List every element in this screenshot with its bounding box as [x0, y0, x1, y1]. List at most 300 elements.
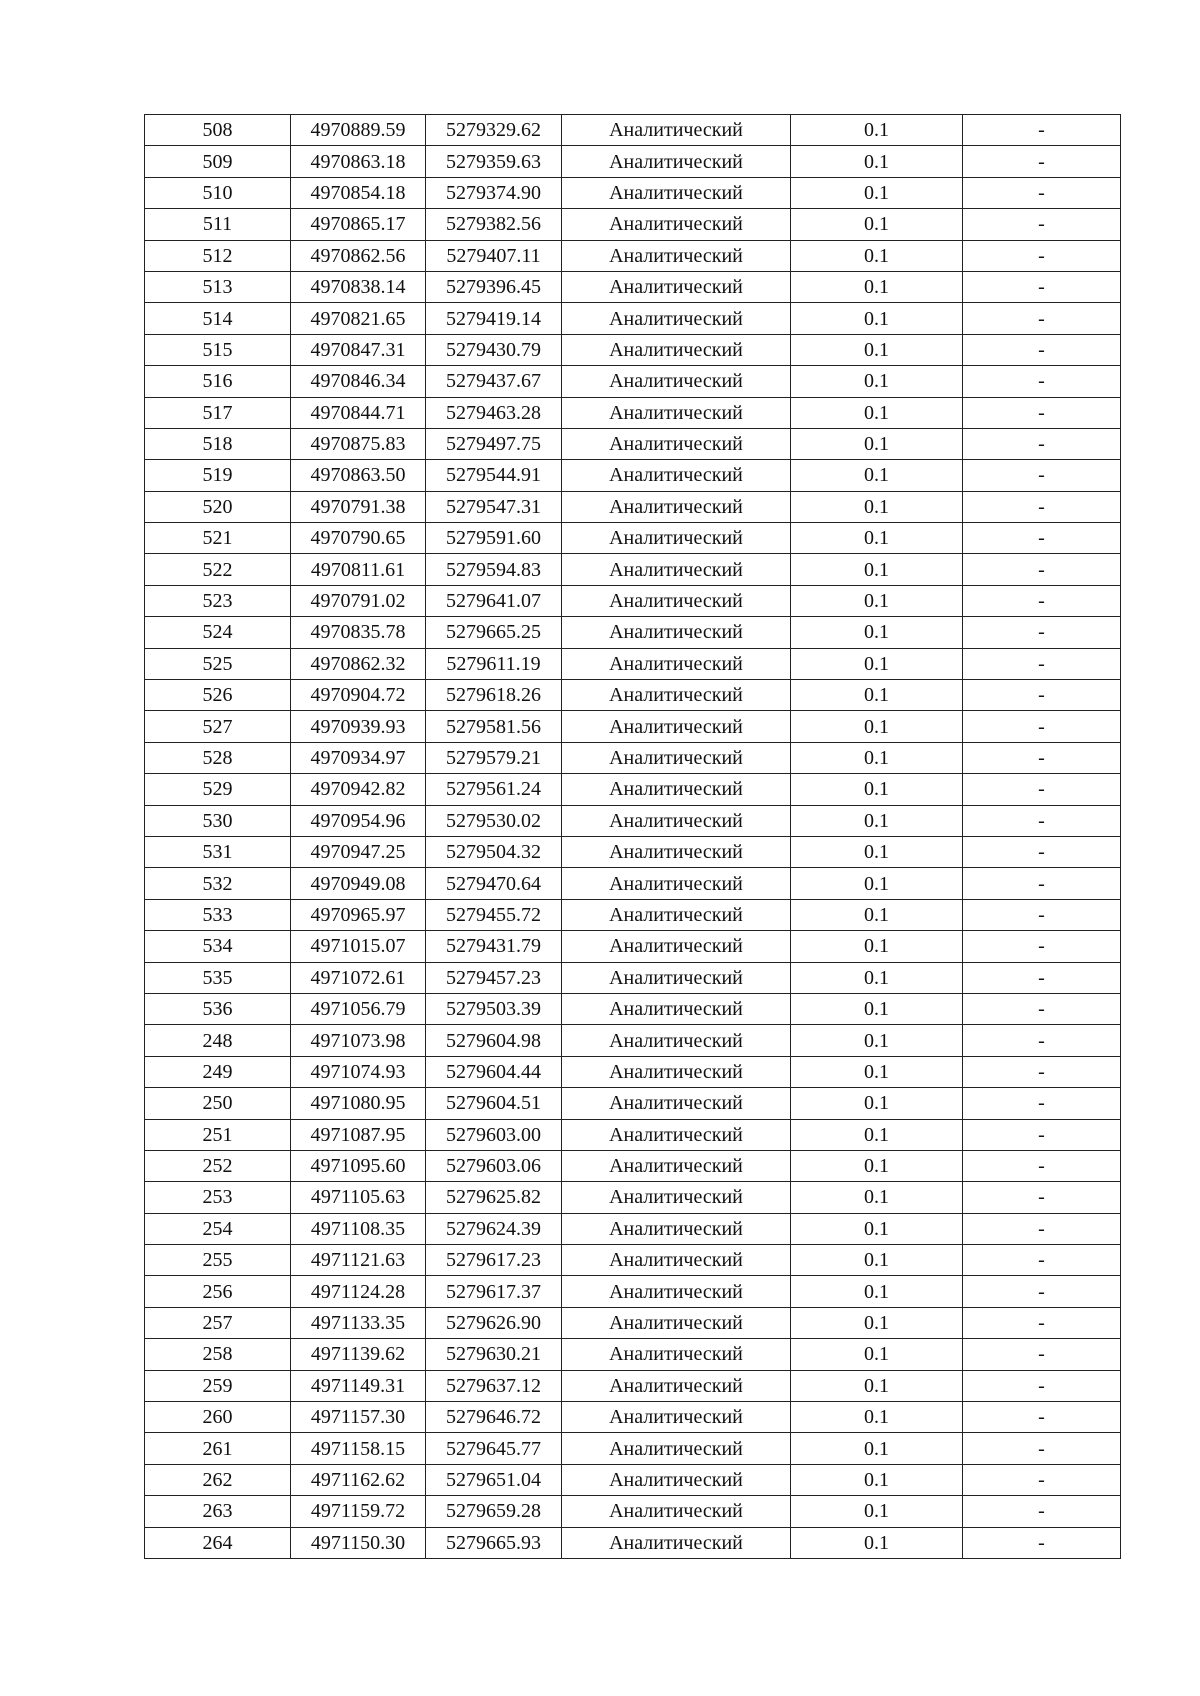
method-cell: Аналитический: [562, 1527, 791, 1558]
method-cell: Аналитический: [562, 1182, 791, 1213]
table-row: [145, 428, 1121, 459]
y-coordinate-cell: 5279624.39: [426, 1213, 562, 1244]
point-number-cell: 531: [145, 836, 291, 867]
note-cell: -: [963, 617, 1121, 648]
point-number-cell: 256: [145, 1276, 291, 1307]
note-cell: -: [963, 1276, 1121, 1307]
accuracy-cell: 0.1: [791, 742, 963, 773]
table-row: [145, 1307, 1121, 1338]
note-cell: -: [963, 774, 1121, 805]
point-number-cell: 533: [145, 899, 291, 930]
method-cell: Аналитический: [562, 805, 791, 836]
accuracy-cell: 0.1: [791, 491, 963, 522]
x-coordinate-cell: 4970862.32: [291, 648, 426, 679]
x-coordinate-cell: 4970904.72: [291, 680, 426, 711]
table-row: [145, 1402, 1121, 1433]
table-row: [145, 1025, 1121, 1056]
x-coordinate-cell: 4970954.96: [291, 805, 426, 836]
point-number-cell: 512: [145, 240, 291, 271]
table-row: [145, 617, 1121, 648]
method-cell: Аналитический: [562, 1119, 791, 1150]
point-number-cell: 536: [145, 993, 291, 1024]
x-coordinate-cell: 4970965.97: [291, 899, 426, 930]
y-coordinate-cell: 5279625.82: [426, 1182, 562, 1213]
table-row: [145, 1433, 1121, 1464]
y-coordinate-cell: 5279591.60: [426, 523, 562, 554]
note-cell: -: [963, 711, 1121, 742]
note-cell: -: [963, 428, 1121, 459]
point-number-cell: 255: [145, 1245, 291, 1276]
point-number-cell: 510: [145, 177, 291, 208]
y-coordinate-cell: 5279503.39: [426, 993, 562, 1024]
x-coordinate-cell: 4970942.82: [291, 774, 426, 805]
x-coordinate-cell: 4971056.79: [291, 993, 426, 1024]
x-coordinate-cell: 4970862.56: [291, 240, 426, 271]
x-coordinate-cell: 4971074.93: [291, 1056, 426, 1087]
accuracy-cell: 0.1: [791, 554, 963, 585]
table-row: [145, 491, 1121, 522]
x-coordinate-cell: 4970949.08: [291, 868, 426, 899]
table-row: [145, 585, 1121, 616]
method-cell: Аналитический: [562, 1307, 791, 1338]
method-cell: Аналитический: [562, 962, 791, 993]
note-cell: -: [963, 1464, 1121, 1495]
y-coordinate-cell: 5279419.14: [426, 303, 562, 334]
method-cell: Аналитический: [562, 617, 791, 648]
note-cell: -: [963, 1150, 1121, 1181]
note-cell: -: [963, 680, 1121, 711]
point-number-cell: 248: [145, 1025, 291, 1056]
x-coordinate-cell: 4971095.60: [291, 1150, 426, 1181]
accuracy-cell: 0.1: [791, 428, 963, 459]
x-coordinate-cell: 4970854.18: [291, 177, 426, 208]
accuracy-cell: 0.1: [791, 271, 963, 302]
y-coordinate-cell: 5279604.98: [426, 1025, 562, 1056]
point-number-cell: 522: [145, 554, 291, 585]
y-coordinate-cell: 5279581.56: [426, 711, 562, 742]
point-number-cell: 525: [145, 648, 291, 679]
method-cell: Аналитический: [562, 1339, 791, 1370]
y-coordinate-cell: 5279604.51: [426, 1088, 562, 1119]
table-row: [145, 742, 1121, 773]
x-coordinate-cell: 4971124.28: [291, 1276, 426, 1307]
x-coordinate-cell: 4970863.50: [291, 460, 426, 491]
point-number-cell: 517: [145, 397, 291, 428]
table-row: [145, 1370, 1121, 1401]
y-coordinate-cell: 5279637.12: [426, 1370, 562, 1401]
table-row: [145, 523, 1121, 554]
y-coordinate-cell: 5279463.28: [426, 397, 562, 428]
method-cell: Аналитический: [562, 366, 791, 397]
method-cell: Аналитический: [562, 993, 791, 1024]
accuracy-cell: 0.1: [791, 585, 963, 616]
x-coordinate-cell: 4971159.72: [291, 1496, 426, 1527]
method-cell: Аналитический: [562, 836, 791, 867]
note-cell: -: [963, 1370, 1121, 1401]
accuracy-cell: 0.1: [791, 1402, 963, 1433]
point-number-cell: 260: [145, 1402, 291, 1433]
accuracy-cell: 0.1: [791, 1245, 963, 1276]
table-row: [145, 334, 1121, 365]
method-cell: Аналитический: [562, 648, 791, 679]
x-coordinate-cell: 4971133.35: [291, 1307, 426, 1338]
note-cell: -: [963, 366, 1121, 397]
accuracy-cell: 0.1: [791, 146, 963, 177]
y-coordinate-cell: 5279651.04: [426, 1464, 562, 1495]
table-row: [145, 240, 1121, 271]
note-cell: -: [963, 805, 1121, 836]
accuracy-cell: 0.1: [791, 240, 963, 271]
point-number-cell: 516: [145, 366, 291, 397]
x-coordinate-cell: 4970791.02: [291, 585, 426, 616]
y-coordinate-cell: 5279329.62: [426, 115, 562, 146]
x-coordinate-cell: 4971108.35: [291, 1213, 426, 1244]
note-cell: -: [963, 271, 1121, 302]
point-number-cell: 530: [145, 805, 291, 836]
note-cell: -: [963, 1056, 1121, 1087]
method-cell: Аналитический: [562, 1433, 791, 1464]
method-cell: Аналитический: [562, 115, 791, 146]
note-cell: -: [963, 1025, 1121, 1056]
point-number-cell: 253: [145, 1182, 291, 1213]
point-number-cell: 251: [145, 1119, 291, 1150]
method-cell: Аналитический: [562, 868, 791, 899]
point-number-cell: 535: [145, 962, 291, 993]
x-coordinate-cell: 4971139.62: [291, 1339, 426, 1370]
y-coordinate-cell: 5279530.02: [426, 805, 562, 836]
method-cell: Аналитический: [562, 711, 791, 742]
note-cell: -: [963, 460, 1121, 491]
accuracy-cell: 0.1: [791, 1150, 963, 1181]
note-cell: -: [963, 177, 1121, 208]
note-cell: -: [963, 146, 1121, 177]
table-row: [145, 209, 1121, 240]
y-coordinate-cell: 5279617.37: [426, 1276, 562, 1307]
table-body: [145, 115, 1121, 1559]
method-cell: Аналитический: [562, 303, 791, 334]
x-coordinate-cell: 4971073.98: [291, 1025, 426, 1056]
accuracy-cell: 0.1: [791, 1370, 963, 1401]
y-coordinate-cell: 5279646.72: [426, 1402, 562, 1433]
y-coordinate-cell: 5279547.31: [426, 491, 562, 522]
point-number-cell: 521: [145, 523, 291, 554]
accuracy-cell: 0.1: [791, 115, 963, 146]
note-cell: -: [963, 1402, 1121, 1433]
note-cell: -: [963, 554, 1121, 585]
accuracy-cell: 0.1: [791, 648, 963, 679]
y-coordinate-cell: 5279470.64: [426, 868, 562, 899]
method-cell: Аналитический: [562, 334, 791, 365]
accuracy-cell: 0.1: [791, 1307, 963, 1338]
x-coordinate-cell: 4970811.61: [291, 554, 426, 585]
y-coordinate-cell: 5279603.00: [426, 1119, 562, 1150]
accuracy-cell: 0.1: [791, 1182, 963, 1213]
accuracy-cell: 0.1: [791, 177, 963, 208]
x-coordinate-cell: 4970791.38: [291, 491, 426, 522]
point-number-cell: 249: [145, 1056, 291, 1087]
table-row: [145, 1496, 1121, 1527]
accuracy-cell: 0.1: [791, 1433, 963, 1464]
note-cell: -: [963, 1088, 1121, 1119]
y-coordinate-cell: 5279594.83: [426, 554, 562, 585]
method-cell: Аналитический: [562, 1245, 791, 1276]
method-cell: Аналитический: [562, 742, 791, 773]
point-number-cell: 250: [145, 1088, 291, 1119]
method-cell: Аналитический: [562, 1088, 791, 1119]
x-coordinate-cell: 4971015.07: [291, 931, 426, 962]
x-coordinate-cell: 4971087.95: [291, 1119, 426, 1150]
note-cell: -: [963, 993, 1121, 1024]
accuracy-cell: 0.1: [791, 1276, 963, 1307]
accuracy-cell: 0.1: [791, 680, 963, 711]
method-cell: Аналитический: [562, 209, 791, 240]
y-coordinate-cell: 5279374.90: [426, 177, 562, 208]
table-row: [145, 1182, 1121, 1213]
y-coordinate-cell: 5279665.93: [426, 1527, 562, 1558]
accuracy-cell: 0.1: [791, 836, 963, 867]
note-cell: -: [963, 303, 1121, 334]
table-row: [145, 1276, 1121, 1307]
point-number-cell: 518: [145, 428, 291, 459]
method-cell: Аналитический: [562, 899, 791, 930]
y-coordinate-cell: 5279618.26: [426, 680, 562, 711]
table-row: [145, 303, 1121, 334]
accuracy-cell: 0.1: [791, 868, 963, 899]
x-coordinate-cell: 4971121.63: [291, 1245, 426, 1276]
point-number-cell: 526: [145, 680, 291, 711]
table-row: [145, 1119, 1121, 1150]
method-cell: Аналитический: [562, 1025, 791, 1056]
x-coordinate-cell: 4970875.83: [291, 428, 426, 459]
point-number-cell: 254: [145, 1213, 291, 1244]
point-number-cell: 264: [145, 1527, 291, 1558]
y-coordinate-cell: 5279630.21: [426, 1339, 562, 1370]
note-cell: -: [963, 585, 1121, 616]
table-row: [145, 397, 1121, 428]
table-row: [145, 1339, 1121, 1370]
table-row: [145, 805, 1121, 836]
x-coordinate-cell: 4970838.14: [291, 271, 426, 302]
method-cell: Аналитический: [562, 1464, 791, 1495]
table-row: [145, 993, 1121, 1024]
note-cell: -: [963, 931, 1121, 962]
method-cell: Аналитический: [562, 523, 791, 554]
x-coordinate-cell: 4971150.30: [291, 1527, 426, 1558]
table-row: [145, 1245, 1121, 1276]
y-coordinate-cell: 5279641.07: [426, 585, 562, 616]
point-number-cell: 534: [145, 931, 291, 962]
y-coordinate-cell: 5279431.79: [426, 931, 562, 962]
method-cell: Аналитический: [562, 491, 791, 522]
accuracy-cell: 0.1: [791, 805, 963, 836]
y-coordinate-cell: 5279604.44: [426, 1056, 562, 1087]
point-number-cell: 263: [145, 1496, 291, 1527]
accuracy-cell: 0.1: [791, 993, 963, 1024]
point-number-cell: 511: [145, 209, 291, 240]
x-coordinate-cell: 4970865.17: [291, 209, 426, 240]
note-cell: -: [963, 1433, 1121, 1464]
method-cell: Аналитический: [562, 146, 791, 177]
table-row: [145, 868, 1121, 899]
method-cell: Аналитический: [562, 428, 791, 459]
y-coordinate-cell: 5279455.72: [426, 899, 562, 930]
method-cell: Аналитический: [562, 554, 791, 585]
method-cell: Аналитический: [562, 1402, 791, 1433]
note-cell: -: [963, 1213, 1121, 1244]
method-cell: Аналитический: [562, 397, 791, 428]
accuracy-cell: 0.1: [791, 1119, 963, 1150]
accuracy-cell: 0.1: [791, 1527, 963, 1558]
y-coordinate-cell: 5279603.06: [426, 1150, 562, 1181]
y-coordinate-cell: 5279437.67: [426, 366, 562, 397]
note-cell: -: [963, 868, 1121, 899]
method-cell: Аналитический: [562, 680, 791, 711]
point-number-cell: 259: [145, 1370, 291, 1401]
table-row: [145, 1527, 1121, 1558]
method-cell: Аналитический: [562, 1213, 791, 1244]
note-cell: -: [963, 397, 1121, 428]
table-row: [145, 648, 1121, 679]
accuracy-cell: 0.1: [791, 774, 963, 805]
accuracy-cell: 0.1: [791, 1464, 963, 1495]
method-cell: Аналитический: [562, 774, 791, 805]
note-cell: -: [963, 115, 1121, 146]
x-coordinate-cell: 4970790.65: [291, 523, 426, 554]
point-number-cell: 528: [145, 742, 291, 773]
accuracy-cell: 0.1: [791, 334, 963, 365]
y-coordinate-cell: 5279504.32: [426, 836, 562, 867]
note-cell: -: [963, 1182, 1121, 1213]
x-coordinate-cell: 4970844.71: [291, 397, 426, 428]
x-coordinate-cell: 4970947.25: [291, 836, 426, 867]
x-coordinate-cell: 4970934.97: [291, 742, 426, 773]
accuracy-cell: 0.1: [791, 397, 963, 428]
y-coordinate-cell: 5279544.91: [426, 460, 562, 491]
accuracy-cell: 0.1: [791, 1088, 963, 1119]
point-number-cell: 514: [145, 303, 291, 334]
method-cell: Аналитический: [562, 585, 791, 616]
y-coordinate-cell: 5279579.21: [426, 742, 562, 773]
y-coordinate-cell: 5279645.77: [426, 1433, 562, 1464]
accuracy-cell: 0.1: [791, 303, 963, 334]
note-cell: -: [963, 334, 1121, 365]
accuracy-cell: 0.1: [791, 1056, 963, 1087]
table-row: [145, 962, 1121, 993]
point-number-cell: 513: [145, 271, 291, 302]
table-row: [145, 1213, 1121, 1244]
table-row: [145, 366, 1121, 397]
y-coordinate-cell: 5279396.45: [426, 271, 562, 302]
accuracy-cell: 0.1: [791, 931, 963, 962]
method-cell: Аналитический: [562, 1370, 791, 1401]
point-number-cell: 523: [145, 585, 291, 616]
y-coordinate-cell: 5279561.24: [426, 774, 562, 805]
point-number-cell: 529: [145, 774, 291, 805]
note-cell: -: [963, 1339, 1121, 1370]
table-row: [145, 1056, 1121, 1087]
x-coordinate-cell: 4971158.15: [291, 1433, 426, 1464]
x-coordinate-cell: 4971149.31: [291, 1370, 426, 1401]
note-cell: -: [963, 648, 1121, 679]
point-number-cell: 524: [145, 617, 291, 648]
method-cell: Аналитический: [562, 271, 791, 302]
accuracy-cell: 0.1: [791, 899, 963, 930]
x-coordinate-cell: 4970847.31: [291, 334, 426, 365]
x-coordinate-cell: 4971105.63: [291, 1182, 426, 1213]
method-cell: Аналитический: [562, 1150, 791, 1181]
method-cell: Аналитический: [562, 931, 791, 962]
point-number-cell: 532: [145, 868, 291, 899]
accuracy-cell: 0.1: [791, 962, 963, 993]
note-cell: -: [963, 491, 1121, 522]
point-number-cell: 515: [145, 334, 291, 365]
note-cell: -: [963, 523, 1121, 554]
table-row: [145, 460, 1121, 491]
accuracy-cell: 0.1: [791, 460, 963, 491]
x-coordinate-cell: 4970939.93: [291, 711, 426, 742]
method-cell: Аналитический: [562, 1056, 791, 1087]
x-coordinate-cell: 4970889.59: [291, 115, 426, 146]
x-coordinate-cell: 4970821.65: [291, 303, 426, 334]
method-cell: Аналитический: [562, 177, 791, 208]
point-number-cell: 509: [145, 146, 291, 177]
table-row: [145, 899, 1121, 930]
y-coordinate-cell: 5279359.63: [426, 146, 562, 177]
y-coordinate-cell: 5279382.56: [426, 209, 562, 240]
table-row: [145, 1150, 1121, 1181]
note-cell: -: [963, 742, 1121, 773]
x-coordinate-cell: 4970863.18: [291, 146, 426, 177]
table-row: [145, 711, 1121, 742]
table-row: [145, 115, 1121, 146]
accuracy-cell: 0.1: [791, 1213, 963, 1244]
note-cell: -: [963, 1307, 1121, 1338]
point-number-cell: 520: [145, 491, 291, 522]
y-coordinate-cell: 5279407.11: [426, 240, 562, 271]
table-row: [145, 931, 1121, 962]
coordinates-table: [144, 114, 1121, 1559]
accuracy-cell: 0.1: [791, 1496, 963, 1527]
table-row: [145, 554, 1121, 585]
table-row: [145, 271, 1121, 302]
y-coordinate-cell: 5279617.23: [426, 1245, 562, 1276]
y-coordinate-cell: 5279497.75: [426, 428, 562, 459]
accuracy-cell: 0.1: [791, 617, 963, 648]
note-cell: -: [963, 1245, 1121, 1276]
y-coordinate-cell: 5279457.23: [426, 962, 562, 993]
point-number-cell: 252: [145, 1150, 291, 1181]
accuracy-cell: 0.1: [791, 711, 963, 742]
x-coordinate-cell: 4971157.30: [291, 1402, 426, 1433]
method-cell: Аналитический: [562, 460, 791, 491]
note-cell: -: [963, 209, 1121, 240]
note-cell: -: [963, 899, 1121, 930]
accuracy-cell: 0.1: [791, 523, 963, 554]
point-number-cell: 519: [145, 460, 291, 491]
point-number-cell: 508: [145, 115, 291, 146]
method-cell: Аналитический: [562, 1496, 791, 1527]
point-number-cell: 258: [145, 1339, 291, 1370]
table-row: [145, 836, 1121, 867]
method-cell: Аналитический: [562, 1276, 791, 1307]
note-cell: -: [963, 1496, 1121, 1527]
x-coordinate-cell: 4970835.78: [291, 617, 426, 648]
accuracy-cell: 0.1: [791, 366, 963, 397]
table-row: [145, 177, 1121, 208]
x-coordinate-cell: 4971072.61: [291, 962, 426, 993]
point-number-cell: 257: [145, 1307, 291, 1338]
table-row: [145, 774, 1121, 805]
